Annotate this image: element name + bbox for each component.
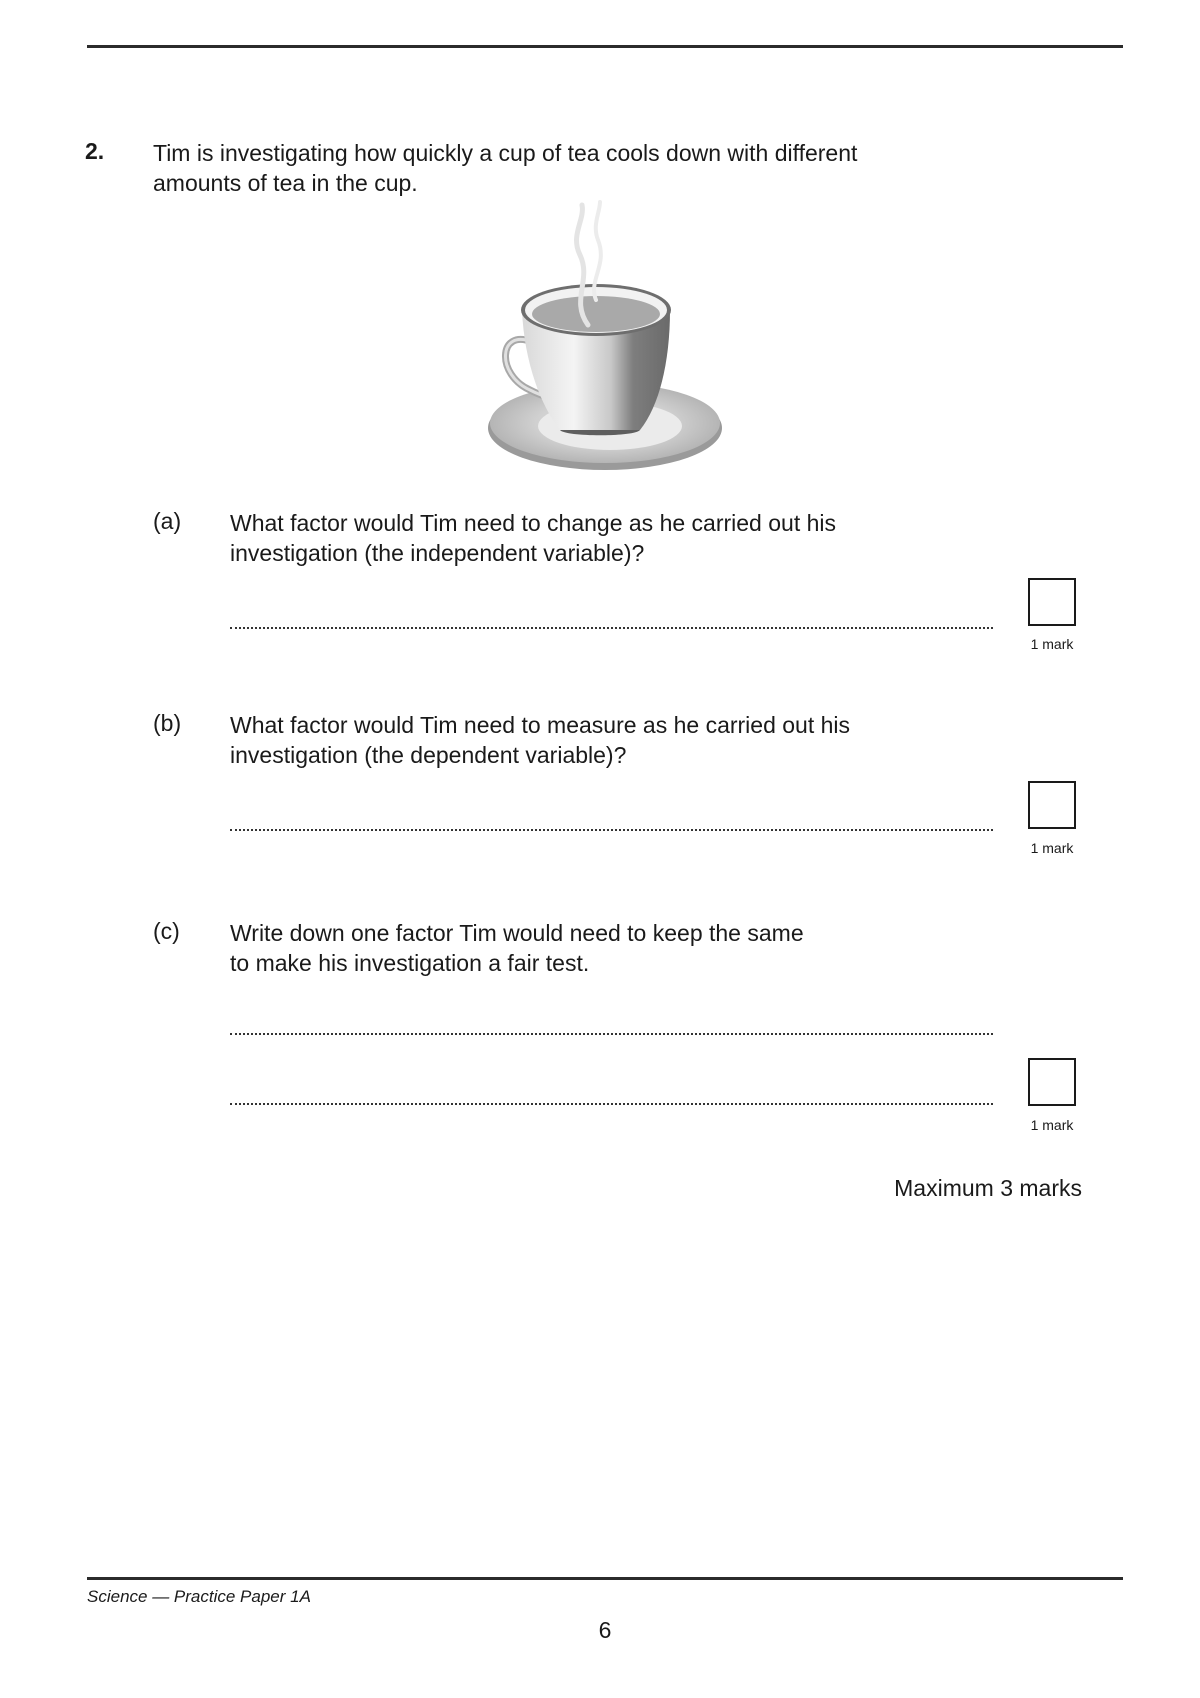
mark-box-a [1028, 578, 1076, 626]
part-c-question [230, 918, 804, 978]
mark-box-b [1028, 781, 1076, 829]
mark-label-b: 1 mark [1030, 840, 1074, 856]
page-number: 6 [598, 1617, 612, 1643]
part-c-label: (c) [153, 918, 180, 944]
part-a-line-2: investigation (the independent variable)? [230, 540, 645, 566]
footer-rule [87, 1577, 1123, 1580]
maximum-marks: Maximum 3 marks [894, 1175, 1082, 1201]
question-stem-line-2: amounts of tea in the cup. [153, 170, 418, 196]
teacup-icon [470, 200, 730, 480]
part-a-line-1: What factor would Tim need to change as he carried out his [230, 510, 836, 536]
answer-line-b[interactable] [230, 829, 993, 831]
part-c-line-1: Write down one factor Tim would need to keep the same [230, 920, 804, 946]
answer-line-c-2[interactable] [230, 1103, 993, 1105]
mark-label-a: 1 mark [1030, 636, 1074, 652]
question-stem-line-1: Tim is investigating how quickly a cup of tea cools down with different [153, 140, 858, 166]
question-number: 2. [85, 138, 105, 164]
part-b-line-2: investigation (the dependent variable)? [230, 742, 627, 768]
part-c-line-2: to make his investigation a fair test. [230, 950, 590, 976]
mark-box-c [1028, 1058, 1076, 1106]
mark-label-c: 1 mark [1030, 1117, 1074, 1133]
answer-line-c-1[interactable] [230, 1033, 993, 1035]
part-a-question [230, 508, 836, 568]
part-b-question [230, 710, 850, 770]
question-stem [153, 138, 857, 198]
part-b-line-1: What factor would Tim need to measure as he carried out his [230, 712, 851, 738]
answer-line-a[interactable] [230, 627, 993, 629]
part-b-label: (b) [153, 710, 182, 736]
part-a-label: (a) [153, 508, 182, 534]
top-rule [87, 45, 1123, 48]
footer-title: Science — Practice Paper 1A [87, 1587, 311, 1606]
